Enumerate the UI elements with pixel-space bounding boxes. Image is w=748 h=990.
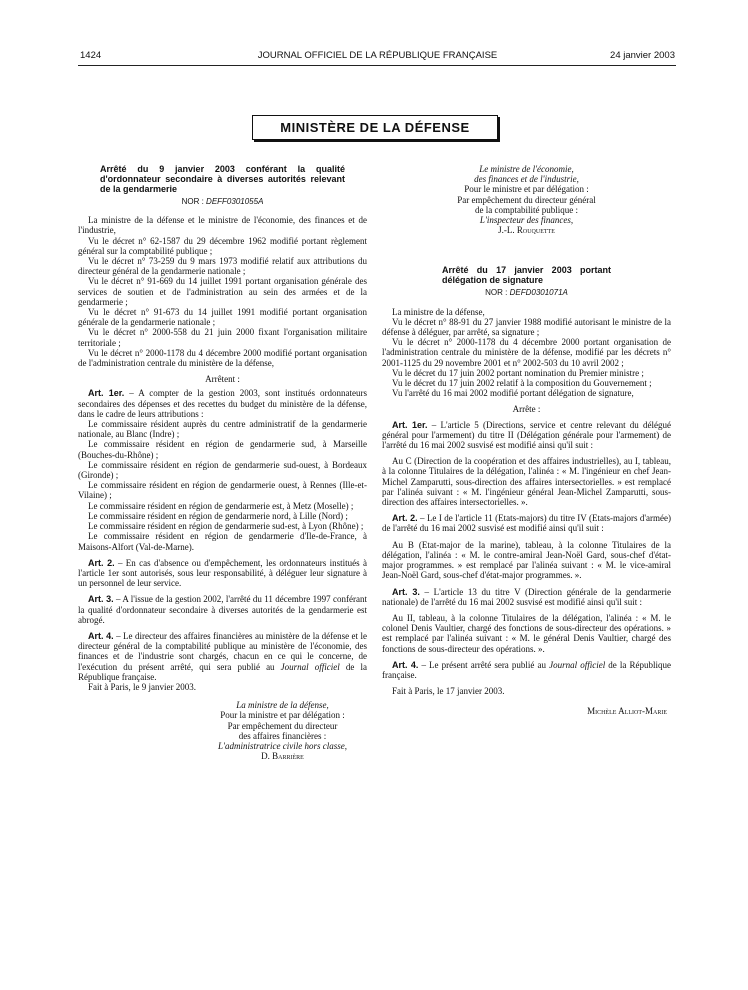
decree1-fait: Fait à Paris, le 9 janvier 2003. (88, 681, 196, 692)
decree1-list-item: Le commissaire résident en région de gendarmerie sud, à Marseille (Bouches-du-Rhône) ; (78, 439, 367, 460)
decree2-article-2-body: Au B (Etat-major de la marine), tableau, à la colonne Titulaires de la délégation, l'alinéa : « M. le contre-amiral Jean-Noël Gard, sous-chef d'état-major programmes. » est remplacé par l'alinéa suivant : « M. le vice-amiral Jean-Noël Gard, sous-chef d'état-major programmes. ». (382, 539, 671, 581)
decree2-preamble-paragraph: Vu l'arrêté du 16 mai 2002 modifié portant délégation de signature, (392, 388, 634, 399)
decree2-title: Arrêté du 17 janvier 2003 portant délégation de signature (442, 265, 611, 286)
ministry-title: MINISTÈRE DE LA DÉFENSE (252, 115, 498, 140)
page-header (80, 50, 675, 64)
decree1-nor: NOR : DEFF0301055A (181, 197, 264, 206)
left-column (78, 164, 367, 761)
decree1-preamble-paragraph: Vu le décret n° 2000-558 du 21 juin 2000 fixant l'organisation militaire territoriale ; (78, 327, 367, 348)
page-number: 1424 (80, 50, 102, 61)
header-rule (78, 65, 676, 66)
decree1-title: Arrêté du 9 janvier 2003 conférant la qualité d'ordonnateur secondaire à diverses autorités relevant de la gendarmerie (100, 164, 345, 194)
decree1-list (78, 419, 367, 552)
decree1-arretent: Arrêtent : (205, 374, 240, 385)
decree1-list-item: Le commissaire résident en région de gendarmerie sud-est, à Lyon (Rhône) ; (88, 521, 364, 532)
decree1-preamble-paragraph: La ministre de la défense et le ministre de l'économie, des finances et de l'industrie, (78, 215, 367, 236)
decree2-signatory: Michèle Alliot-Marie (587, 706, 667, 717)
decree2-preamble-paragraph: Vu le décret du 17 juin 2002 portant nomination du Premier ministre ; (392, 367, 644, 378)
decree1-preamble-paragraph: Vu le décret n° 91-673 du 14 juillet 1991 modifié portant organisation générale de la gendarmerie nationale ; (78, 307, 367, 328)
decree2-preamble-paragraph: Vu le décret n° 88-91 du 27 janvier 1988 modifié autorisant le ministre de la défense à déléguer, par arrêté, sa signature ; (382, 316, 671, 338)
decree1-list-item: Le commissaire résident auprès du centre administratif de la gendarmerie nationale, au Blanc (Indre) ; (78, 419, 367, 440)
decree2-fait: Fait à Paris, le 17 janvier 2003. (392, 686, 505, 697)
decree1-preamble-paragraph: Vu le décret n° 91-669 du 14 juillet 1991 portant organisation générale des services de soutien et de l'administration au sein des armées et de la gendarmerie ; (78, 276, 367, 307)
decree2-preamble-paragraph: La ministre de la défense, (392, 306, 485, 317)
decree1-article-2: Art. 2. – En cas d'absence ou d'empêchement, les ordonnateurs institués à l'article 1er sont autorisés, sous leur responsabilité, à déléguer leur signature à un personnel de leur service. (78, 557, 367, 589)
decree2-article-2: Art. 2. – Le I de l'article 11 (Etats-majors) du titre IV (Etats-majors d'armée) de l'arrêté du 16 mai 2002 susvisé est modifié ainsi qu'il suit : (382, 513, 671, 534)
decree2-article-1: Art. 1er. – L'article 5 (Directions, service et centre relevant du délégué général pour l'armement) du titre II (Délégation générale pour l'armement) de l'arrêté du 16 mai 2002 susvisé est modifié ainsi qu'il suit : (382, 419, 671, 451)
decree1-article-1: Art. 1er. – A compter de la gestion 2003, sont institués ordonnateurs secondaires des dépenses et des recettes du budget du ministère de la défense, dans le cadre de leurs attributions : (78, 388, 367, 419)
decree2-article-1-body: Au C (Direction de la coopération et des affaires industrielles), au I, tableau, à la colonne Titulaires de la délégation, l'alinéa : « M. l'ingénieur en chef Jean-Michel Zamparutti, sous-direction des affaires intersectorielles. » est remplacé par l'alinéa suivant : « M. l'ingénieur général Jean-Michel Zamparutti, sous-direction des affaires intersectorielles. ». (382, 456, 671, 508)
decree2-article-3-body: Au II, tableau, à la colonne Titulaires de la délégation, l'alinéa : « M. le colonel Denis Vaultier, chargé des fonctions de sous-directeur des opérations. » est remplacé par l'alinéa suivant : « M. le général Denis Vaultier, chargé des fonctions de sous-directeur des opérations. ». (382, 612, 671, 654)
decree1-list-item: Le commissaire résident en région de gendarmerie d'Ile-de-France, à Maisons-Alfort (Val-de-Marne). (78, 531, 367, 552)
decree1-list-item: Le commissaire résident en région de gendarmerie ouest, à Rennes (Ille-et-Vilaine) ; (78, 480, 367, 501)
decree1-signature-block: La ministre de la défense, Pour la ministre et par délégation : Par empêchement du directeur des affaires financières : L'administratrice civile hors classe, D. Barrière (78, 700, 367, 761)
decree1-list-item: Le commissaire résident en région de gendarmerie nord, à Lille (Nord) ; (88, 510, 348, 521)
decree1-article-4: Art. 4. – Le directeur des affaires financières au ministère de la défense et le directeur général de la comptabilité publique au ministère de l'économie, des finances et de l'industrie sont chargés, chacun en ce qui le concerne, de l'exécution du présent arrêté, qui sera publié au Journal officiel de la République française. (78, 630, 367, 682)
right-column (382, 164, 671, 717)
decree2-article-3: Art. 3. – L'article 13 du titre V (Direction générale de la gendarmerie nationale) de l'arrêté du 16 mai 2002 susvisé est modifié ainsi qu'il suit : (382, 586, 671, 607)
decree2-preamble-paragraph: Vu le décret du 17 juin 2002 relatif à la composition du Gouvernement ; (392, 378, 652, 389)
decree1-list-item: Le commissaire résident en région de gendarmerie est, à Metz (Moselle) ; (88, 500, 354, 511)
journal-title: JOURNAL OFFICIEL DE LA RÉPUBLIQUE FRANÇAISE (257, 50, 498, 61)
decree2-article-4: Art. 4. – Le présent arrêté sera publié au Journal officiel de la République française. (382, 659, 671, 680)
decree1-signatory: D. Barrière (261, 751, 304, 762)
decree2-arrete: Arrête : (512, 404, 541, 415)
decree2-nor-code: DEFD0301071A (509, 288, 568, 298)
decree1-list-item: Le commissaire résident en région de gendarmerie sud-ouest, à Bordeaux (Gironde) ; (78, 459, 367, 481)
issue-date: 24 janvier 2003 (610, 50, 675, 61)
cosignatory: J.-L. Rouquette (498, 225, 555, 236)
decree2-preamble (382, 307, 671, 399)
decree1-preamble-paragraph: Vu le décret n° 62-1587 du 29 décembre 1962 modifié portant règlement général sur la comptabilité publique ; (78, 235, 367, 256)
decree1-nor-code: DEFF0301055A (206, 197, 264, 206)
decree1-article-3: Art. 3. – A l'issue de la gestion 2002, l'arrêté du 11 décembre 1997 conférant la qualité d'ordonnateur secondaire à diverses autorités de la gendarmerie est abrogé. (78, 594, 367, 625)
decree1-preamble (78, 215, 367, 368)
cosignature-block: Le ministre de l'économie, des finances et de l'industrie, Pour le ministre et par délégation : Par empêchement du directeur général de la comptabilité publique : L'inspecteur des finances, J.-L. Rouquette (382, 164, 671, 235)
decree1-preamble-paragraph: Vu le décret n° 73-259 du 9 mars 1973 modifié relatif aux attributions du directeur général de la gendarmerie nationale ; (78, 256, 367, 277)
decree2-nor: NOR : DEFD0301071A (485, 288, 568, 298)
decree2-preamble-paragraph: Vu le décret n° 2000-1178 du 4 décembre 2000 portant organisation de l'administration centrale du ministère de la défense, modifié par les décrets n° 2001-1125 du 29 novembre 2001 et n° 2002-503 du 10 avril 2002 ; (382, 337, 671, 368)
decree1-preamble-paragraph: Vu le décret n° 2000-1178 du 4 décembre 2000 modifié portant organisation de l'administration centrale du ministère de la défense, (78, 347, 367, 369)
